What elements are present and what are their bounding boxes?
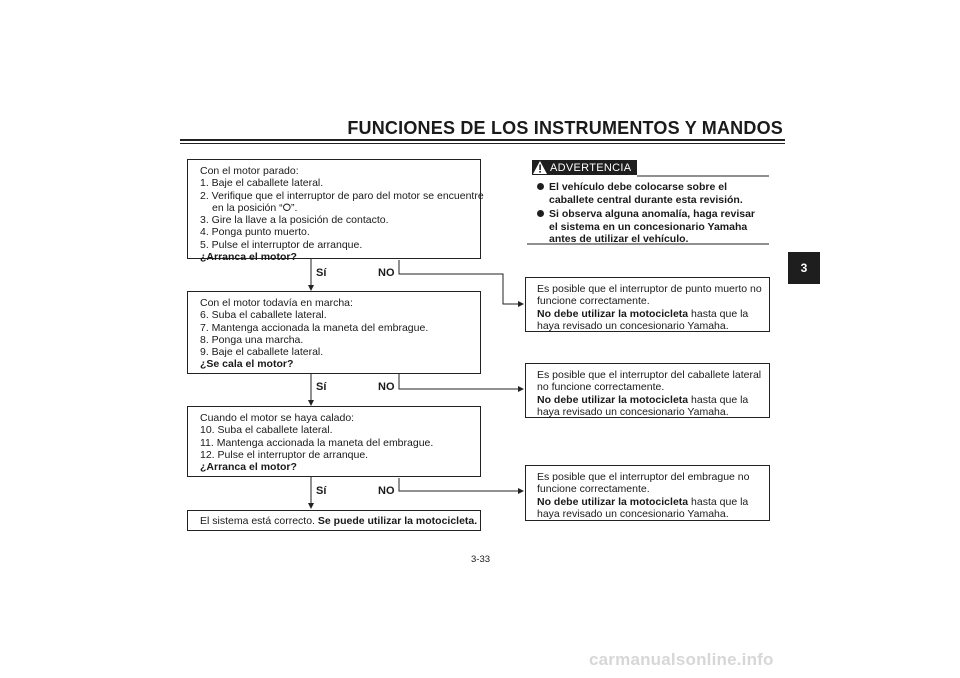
fault-bold: No debe utilizar la motocicleta	[537, 495, 689, 508]
step-line: Con el motor parado:	[200, 165, 299, 177]
warning-item	[537, 208, 765, 246]
fault-line: Es posible que el interruptor del embrague no	[537, 471, 750, 483]
step-question: ¿Arranca el motor?	[200, 461, 297, 474]
fault-line: Es posible que el interruptor de punto muerto no	[537, 283, 762, 295]
step-line: 9. Baje el caballete lateral.	[200, 346, 324, 359]
step-question: ¿Se cala el motor?	[200, 358, 294, 371]
step-line: 10. Suba el caballete lateral.	[200, 424, 333, 437]
warning-item-text: Si observa alguna anomalía, haga revisar el sistema en un concesionario Yamaha antes de utilizar el vehículo.	[549, 208, 756, 246]
fault-line: Es posible que el interruptor del caballete lateral	[537, 369, 762, 381]
step-line: 6. Suba el caballete lateral.	[200, 309, 327, 322]
fault-line: no funcione correctamente.	[537, 381, 665, 394]
flow-step-2	[187, 291, 481, 374]
yes-label: Sí	[316, 485, 327, 497]
warning-list	[537, 181, 765, 248]
fault-line: haya revisado un concesionario Yamaha.	[537, 319, 729, 332]
fault-line: haya revisado un concesionario Yamaha.	[537, 507, 729, 520]
fault-box-clutch	[525, 465, 770, 521]
step-line: 4. Ponga punto muerto.	[200, 226, 310, 239]
step-line: 11. Mantenga accionada la maneta del embrague.	[200, 436, 434, 449]
warning-badge-label: ADVERTENCIA	[550, 161, 632, 174]
result-bold: Se puede utilizar la motocicleta.	[317, 515, 478, 527]
fault-box-neutral	[525, 277, 770, 332]
warning-item-text: El vehículo debe colocarse sobre el caballete central durante esta revisión.	[549, 181, 743, 206]
fault-tail: hasta que la	[691, 495, 749, 508]
step-line: 12. Pulse el interruptor de arranque.	[200, 448, 369, 461]
no-label: NO	[378, 381, 395, 393]
no-label: NO	[378, 267, 395, 279]
page-number: 3-33	[471, 554, 491, 565]
chapter-tab: 3	[788, 252, 820, 284]
yes-label: Sí	[316, 267, 327, 279]
footer-watermark: carmanualsonline.info	[589, 650, 774, 669]
step-line: 7. Mantenga accionada la maneta del embrague.	[200, 321, 429, 334]
step-line: Cuando el motor se haya calado:	[200, 412, 355, 424]
flow-step-3	[187, 406, 481, 477]
bullet-icon	[537, 183, 544, 190]
page-title: FUNCIONES DE LOS INSTRUMENTOS Y MANDOS	[347, 118, 783, 138]
fault-box-sidestand	[525, 363, 770, 418]
fault-tail: hasta que la	[691, 307, 749, 320]
step-question: ¿Arranca el motor?	[200, 251, 297, 264]
arrow-no-3	[399, 478, 523, 491]
bullet-icon	[537, 210, 544, 217]
step-line: 5. Pulse el interruptor de arranque.	[200, 238, 363, 251]
fault-tail: hasta que la	[691, 393, 749, 406]
fault-bold: No debe utilizar la motocicleta	[537, 307, 689, 320]
fault-line: funcione correctamente.	[537, 483, 650, 496]
fault-line: haya revisado un concesionario Yamaha.	[537, 405, 729, 418]
yes-label: Sí	[316, 381, 327, 393]
step-line: 8. Ponga una marcha.	[200, 333, 304, 346]
step-line: 2. Verifique que el interruptor de paro del motor se encuentre	[200, 189, 484, 202]
arrow-no-2	[399, 374, 523, 389]
flow-step-1	[187, 159, 484, 264]
flow-result	[187, 510, 481, 531]
fault-bold: No debe utilizar la motocicleta	[537, 393, 689, 406]
result-text: El sistema está correcto.	[200, 515, 315, 527]
no-label: NO	[378, 485, 395, 497]
warning-badge	[532, 160, 637, 175]
step-line: 3. Gire la llave a la posición de contacto.	[200, 214, 389, 227]
step-line: 1. Baje el caballete lateral.	[200, 177, 324, 190]
step-line: en la posición “⭘”.	[212, 201, 298, 214]
step-line: Con el motor todavía en marcha:	[200, 297, 353, 309]
warning-item	[537, 181, 765, 206]
fault-line: funcione correctamente.	[537, 295, 650, 308]
